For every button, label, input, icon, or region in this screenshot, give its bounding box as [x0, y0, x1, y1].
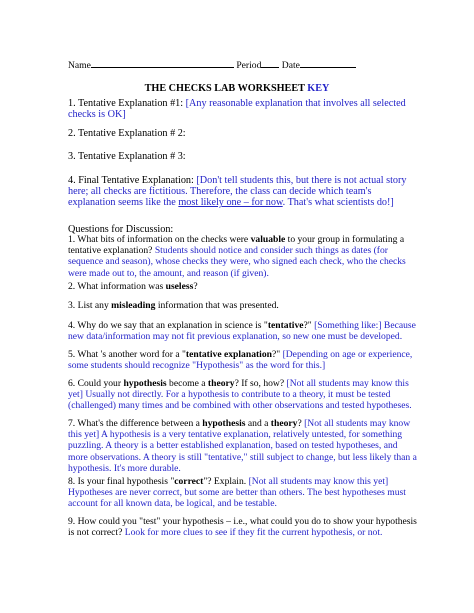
page-title: THE CHECKS LAB WORKSHEET KEY — [144, 83, 330, 94]
question-7: 7. What's the difference between a hypothesis and a theory? [Not all students may know this yet] A hypothesis is a very tentative explanation, relatively untested, for something puzzling. A theory is a better established explanation, based on tested hypotheses, and more observations. A theory is still "tentative," still subject to change, but less likely than a hypothesis. It's more durable. — [68, 418, 417, 474]
period-label: Period — [236, 60, 262, 71]
question-6: 6. Could your hypothesis become a theory? If so, how? [Not all students may know this yet] Usually not directly. For a hypothesis to contribute to a theory, it must be tested (challenged) many times and be combined with other observations and tested hypotheses. — [68, 378, 412, 412]
question-5: 5. What 's another word for a "tentative explanation?" [Depending on age or experience, some students should recognize "Hypothesis" as the word for this.] — [68, 349, 413, 372]
question-1: 1. What bits of information on the checks were valuable to your group in formulating a tentative explanation? Students should notice and consider such things as dates (for sequence and season), whose checks they were, who signed each check, who the checks were made out to, the amount, and reason (if given). — [68, 234, 406, 279]
question-2: 2. What information was useless? — [68, 281, 198, 292]
period-blank — [261, 58, 279, 68]
final-tentative-explanation: 4. Final Tentative Explanation: [Don't tell students this, but there is not actual story here; all checks are fictitious. Therefore, the class can decide which team's explanation seems like the most likely one – for now. That's what scientists do!] — [68, 175, 407, 209]
key-label: KEY — [307, 83, 330, 94]
name-blank — [91, 58, 234, 68]
header-line — [68, 58, 428, 71]
question-8: 8. Is your final hypothesis "correct"? Explain. [Not all students may know this yet] Hypotheses are never correct, but some are better than others. The best hypotheses must account for all known data, be logical, and be testable. — [68, 476, 406, 510]
date-label: Date — [281, 60, 300, 71]
name-label: Name — [68, 60, 91, 71]
date-blank — [300, 58, 356, 68]
question-4: 4. Why do we say that an explanation in science is "tentative?" [Something like:] Because new data/information may not fit previous explanation, so new one must be developed. — [68, 320, 416, 343]
discussion-heading: Questions for Discussion: — [68, 224, 174, 235]
tentative-explanation-1: 1. Tentative Explanation #1: [Any reasonable explanation that involves all selected checks is OK] — [68, 98, 406, 121]
question-9: 9. How could you "test" your hypothesis – i.e., what could you do to show your hypothesis is not correct? Look for more clues to see if they fit the current hypothesis, or not. — [68, 516, 417, 539]
question-3: 3. List any misleading information that was presented. — [68, 300, 279, 311]
te1-answer: [Any reasonable explanation that involves all selected checks is OK] — [68, 98, 406, 121]
tentative-explanation-3: 3. Tentative Explanation # 3: — [68, 151, 186, 162]
tentative-explanation-2: 2. Tentative Explanation # 2: — [68, 128, 186, 139]
